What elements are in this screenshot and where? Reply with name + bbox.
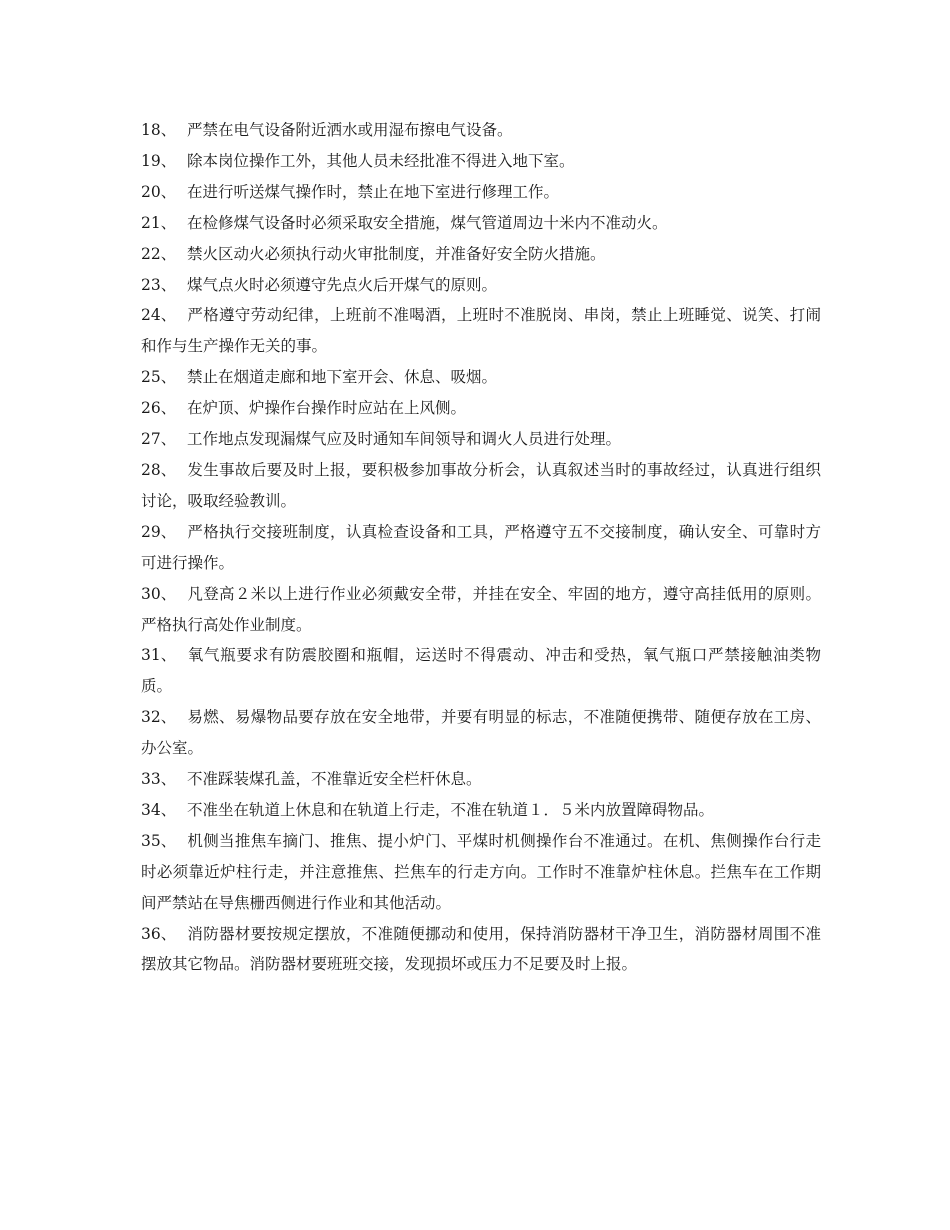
rule-number: 28、: [141, 460, 177, 479]
rule-item: [141, 270, 821, 301]
rule-item: [141, 115, 821, 146]
rule-item: [141, 146, 821, 177]
rule-item: [141, 177, 821, 208]
rule-number: 30、: [141, 584, 177, 603]
rule-text: 机侧当推焦车摘门、推焦、提小炉门、平煤时机侧操作台不准通过。在机、焦侧操作台行走时必须靠近炉柱行走，并注意推焦、拦焦车的行走方向。工作时不准靠炉柱休息。拦焦车在工作期间严禁站在导焦栅西侧进行作业和其他活动。: [141, 831, 821, 912]
rule-number: 34、: [141, 800, 177, 819]
rule-number: 21、: [141, 213, 177, 232]
rule-text: 除本岗位操作工外，其他人员未经批准不得进入地下室。: [187, 151, 575, 170]
rule-number: 22、: [141, 244, 177, 263]
rule-number: 27、: [141, 430, 177, 449]
rule-item: [141, 640, 821, 702]
rule-item: [141, 517, 821, 579]
rule-text: 在检修煤气设备时必须采取安全措施，煤气管道周边十米内不准动火。: [187, 213, 668, 232]
rule-number: 18、: [141, 121, 177, 139]
rule-text: 消防器材要按规定摆放，不准随便挪动和使用，保持消防器材干净卫生，消防器材周围不准摆放其它物品。消防器材要班班交接，发现损坏或压力不足要及时上报。: [141, 924, 821, 974]
rule-text: 禁止在烟道走廊和地下室开会、休息、吸烟。: [187, 368, 498, 387]
rule-number: 19、: [141, 151, 177, 170]
rule-text: 在进行听送煤气操作时，禁止在地下室进行修理工作。: [187, 182, 560, 201]
rule-item: [141, 919, 821, 981]
rule-text: 煤气点火时必须遵守先点火后开煤气的原则。: [187, 275, 498, 294]
rule-item: [141, 579, 821, 641]
rule-item: [141, 455, 821, 517]
rule-text: 发生事故后要及时上报，要积极参加事故分析会，认真叙述当时的事故经过，认真进行组织讨论，吸取经验教训。: [141, 460, 821, 510]
rule-text: 严格执行交接班制度，认真检查设备和工具，严格遵守五不交接制度，确认安全、可靠时方可进行操作。: [141, 522, 821, 572]
rule-text: 氧气瓶要求有防震胶圈和瓶帽，运送时不得震动、冲击和受热，氧气瓶口严禁接触油类物质。: [141, 646, 821, 696]
rule-item: [141, 764, 821, 795]
rule-number: 23、: [141, 275, 177, 294]
rule-text: 在炉顶、炉操作台操作时应站在上风侧。: [187, 399, 467, 418]
rule-text: 严格遵守劳动纪律，上班前不准喝酒，上班时不准脱岗、串岗，禁止上班睡觉、说笑、打闹和作与生产操作无关的事。: [141, 306, 821, 356]
rule-item: [141, 826, 821, 919]
rule-item: [141, 424, 821, 455]
rule-number: 24、: [141, 306, 177, 325]
rule-number: 32、: [141, 708, 177, 727]
rule-text: 工作地点发现漏煤气应及时通知车间领导和调火人员进行处理。: [187, 430, 622, 449]
rule-number: 31、: [141, 646, 177, 665]
rule-item: [141, 393, 821, 424]
rule-text: 严禁在电气设备附近洒水或用湿布擦电气设备。: [187, 121, 513, 139]
rule-text: 凡登高２米以上进行作业必须戴安全带，并挂在安全、牢固的地方，遵守高挂低用的原则。严格执行高处作业制度。: [141, 584, 821, 634]
rule-number: 20、: [141, 182, 177, 201]
rule-text: 禁火区动火必须执行动火审批制度，并准备好安全防火措施。: [187, 244, 606, 263]
rule-text: 不准坐在轨道上休息和在轨道上行走，不准在轨道１．５米内放置障碍物品。: [187, 800, 715, 819]
rule-item: [141, 208, 821, 239]
rule-item: [141, 362, 821, 393]
rule-number: 35、: [141, 831, 177, 850]
rule-item: [141, 795, 821, 826]
rule-number: 29、: [141, 522, 177, 541]
rules-list: [141, 115, 821, 980]
rule-item: [141, 300, 821, 362]
rule-number: 26、: [141, 399, 177, 418]
rule-item: [141, 239, 821, 270]
rule-item: [141, 702, 821, 764]
rule-text: 易燃、易爆物品要存放在安全地带，并要有明显的标志，不准随便携带、随便存放在工房、办公室。: [141, 708, 821, 758]
rule-text: 不准踩装煤孔盖，不准靠近安全栏杆休息。: [187, 770, 482, 789]
rule-number: 36、: [141, 924, 177, 943]
rule-number: 25、: [141, 368, 177, 387]
rule-number: 33、: [141, 770, 177, 789]
